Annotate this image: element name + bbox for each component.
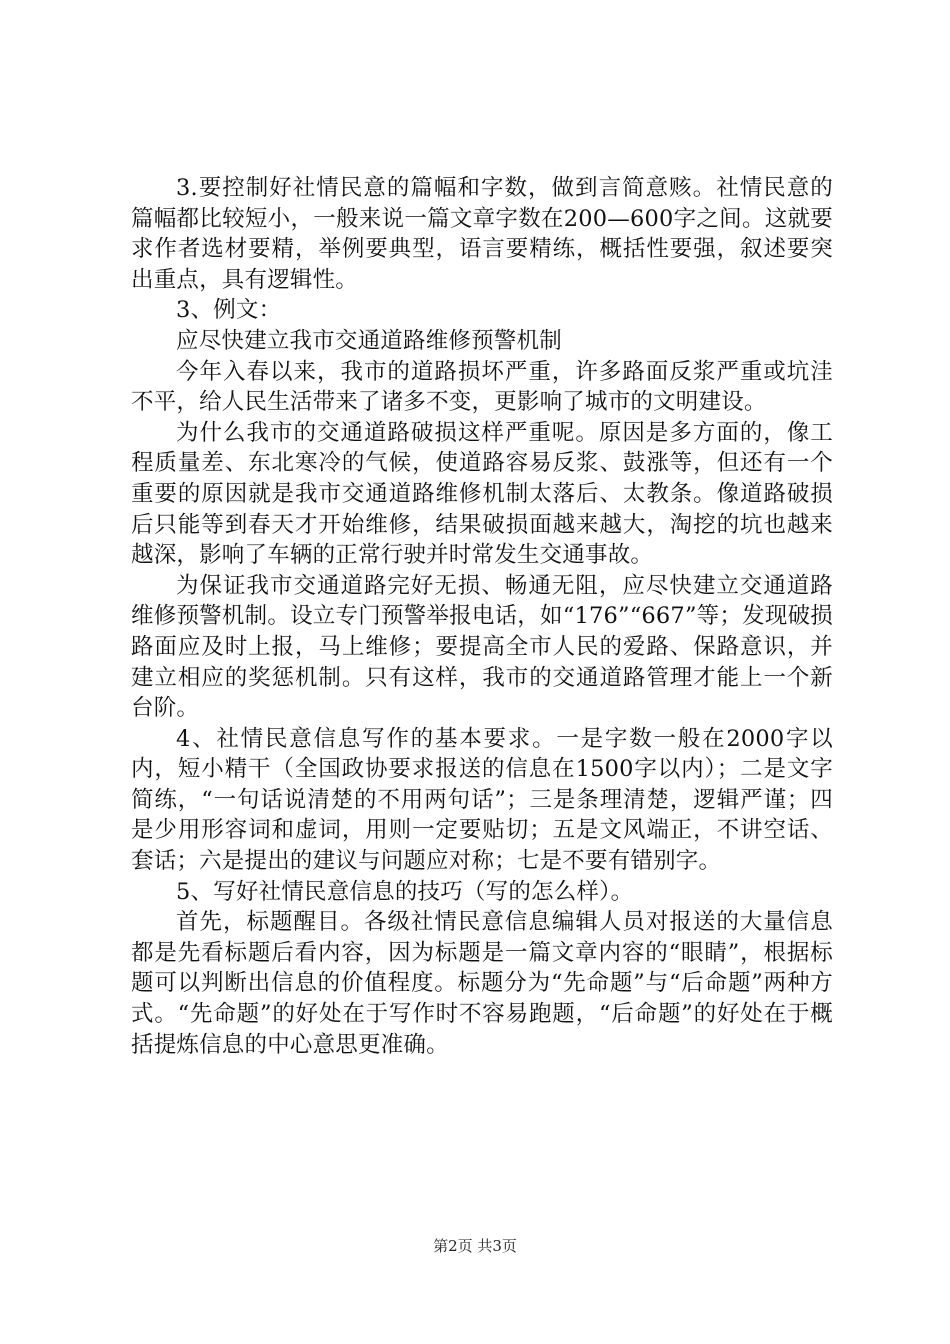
example-title: 应尽快建立我市交通道路维修预警机制 [176,327,562,354]
document-body [131,173,833,1060]
paragraph-length-requirement: 3.要控制好社情民意的篇幅和字数，做到言简意赅。社情民意的篇幅都比较短小，一般来说一篇文章字数在200—600字之间。这就要求作者选材要精，举例要典型，语言要精练，概括性要强，叙述要突出重点，具有逻辑性。 [131,175,833,293]
paragraph-example-heading: 3、例文： [176,297,282,324]
paragraph-techniques-heading: 5、写好社情民意信息的技巧（写的怎么样）。 [176,878,634,905]
paragraph-basic-requirements: 4、社情民意信息写作的基本要求。一是字数一般在2000字以内，短小精干（全国政协要求报送的信息在1500字以内）；二是文字简练，“一句话说清楚的不用两句话”；三是条理清楚，逻辑严谨；四是少用形容词和虚词，用则一定要贴切；五是文风端正，不讲空话、套话；六是提出的建议与问题应对称；七是不要有错别字。 [131,725,833,875]
paragraph-example-intro: 今年入春以来，我市的道路损坏严重，许多路面反浆严重或坑洼不平，给人民生活带来了诸多不变，更影响了城市的文明建设。 [131,358,833,416]
paragraph-example-causes: 为什么我市的交通道路破损这样严重呢。原因是多方面的，像工程质量差、东北寒冷的气候，使道路容易反浆、鼓涨等，但还有一个重要的原因就是我市交通道路维修机制太落后、太教条。像道路破损后只能等到春天才开始维修，结果破损面越来越大，淘挖的坑也越来越深，影响了车辆的正常行驶并时常发生交通事故。 [131,419,833,569]
paragraph-title-technique: 首先，标题醒目。各级社情民意信息编辑人员对报送的大量信息都是先看标题后看内容，因为标题是一篇文章内容的“眼睛”，根据标题可以判断出信息的价值程度。标题分为“先命题”与“后命题”两种方式。“先命题”的好处在于写作时不容易跑题，“后命题”的好处在于概括提炼信息的中心意思更准确。 [131,909,833,1058]
paragraph-example-suggestions: 为保证我市交通道路完好无损、畅通无阻，应尽快建立交通道路维修预警机制。设立专门预警举报电话，如“176”“667”等；发现破损路面应及时上报，马上维修；要提高全市人民的爱路、保路意识，并建立相应的奖惩机制。只有这样，我市的交通道路管理才能上一个新台阶。 [131,572,833,722]
page-number-footer: 第2页 共3页 [433,1237,517,1255]
